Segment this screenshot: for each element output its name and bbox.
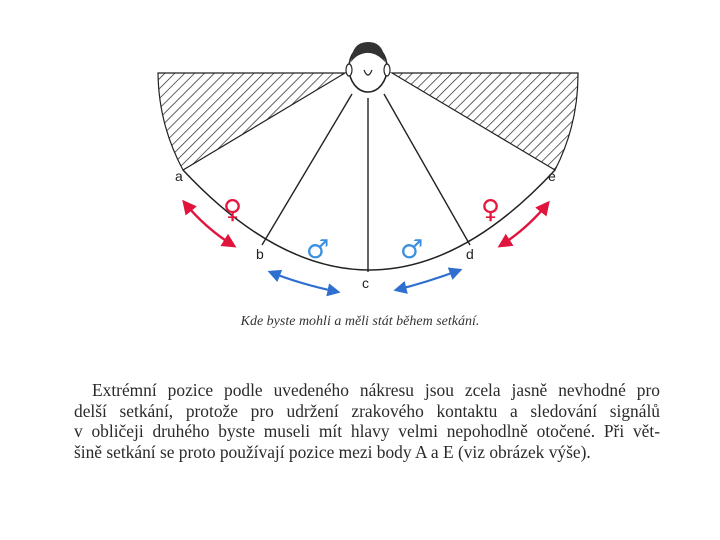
figure-caption: Kde byste mohli a měli stát během setkání. (240, 314, 480, 329)
point-label-a: a (175, 168, 183, 184)
arrow-red-right (500, 203, 548, 246)
female-symbol-left: ♀ (223, 195, 243, 225)
sightline-d (384, 94, 470, 245)
point-label-b: b (256, 246, 264, 262)
head-icon (346, 42, 390, 92)
male-symbol-left: ♂ (306, 235, 330, 265)
paragraph-line: v obličeji druhého byste museli mít hlavy velmi nepohodlně otočené. Při vět- (74, 421, 660, 441)
point-label-c: c (362, 275, 369, 291)
paragraph-line: šině setkání se proto používají pozice mezi body A a E (viz obrázek výše). (74, 441, 591, 462)
paragraph-line: Extrémní pozice podle uvedeného nákresu jsou zcela jasně nevhodné pro (92, 380, 660, 400)
arrow-blue-right (396, 270, 460, 290)
female-symbol-right: ♀ (481, 195, 501, 225)
point-label-e: e (548, 168, 556, 184)
arrow-blue-left (270, 272, 338, 292)
hatched-sector-right (392, 73, 578, 170)
male-symbol-right: ♂ (400, 235, 424, 265)
body-paragraph (74, 380, 660, 462)
paragraph-line: delší setkání, protože pro udržení zrakového kontaktu a sledování signálů (74, 400, 660, 421)
sightline-b (262, 94, 352, 245)
point-label-d: d (466, 246, 474, 262)
hatched-sector-left (158, 73, 345, 170)
